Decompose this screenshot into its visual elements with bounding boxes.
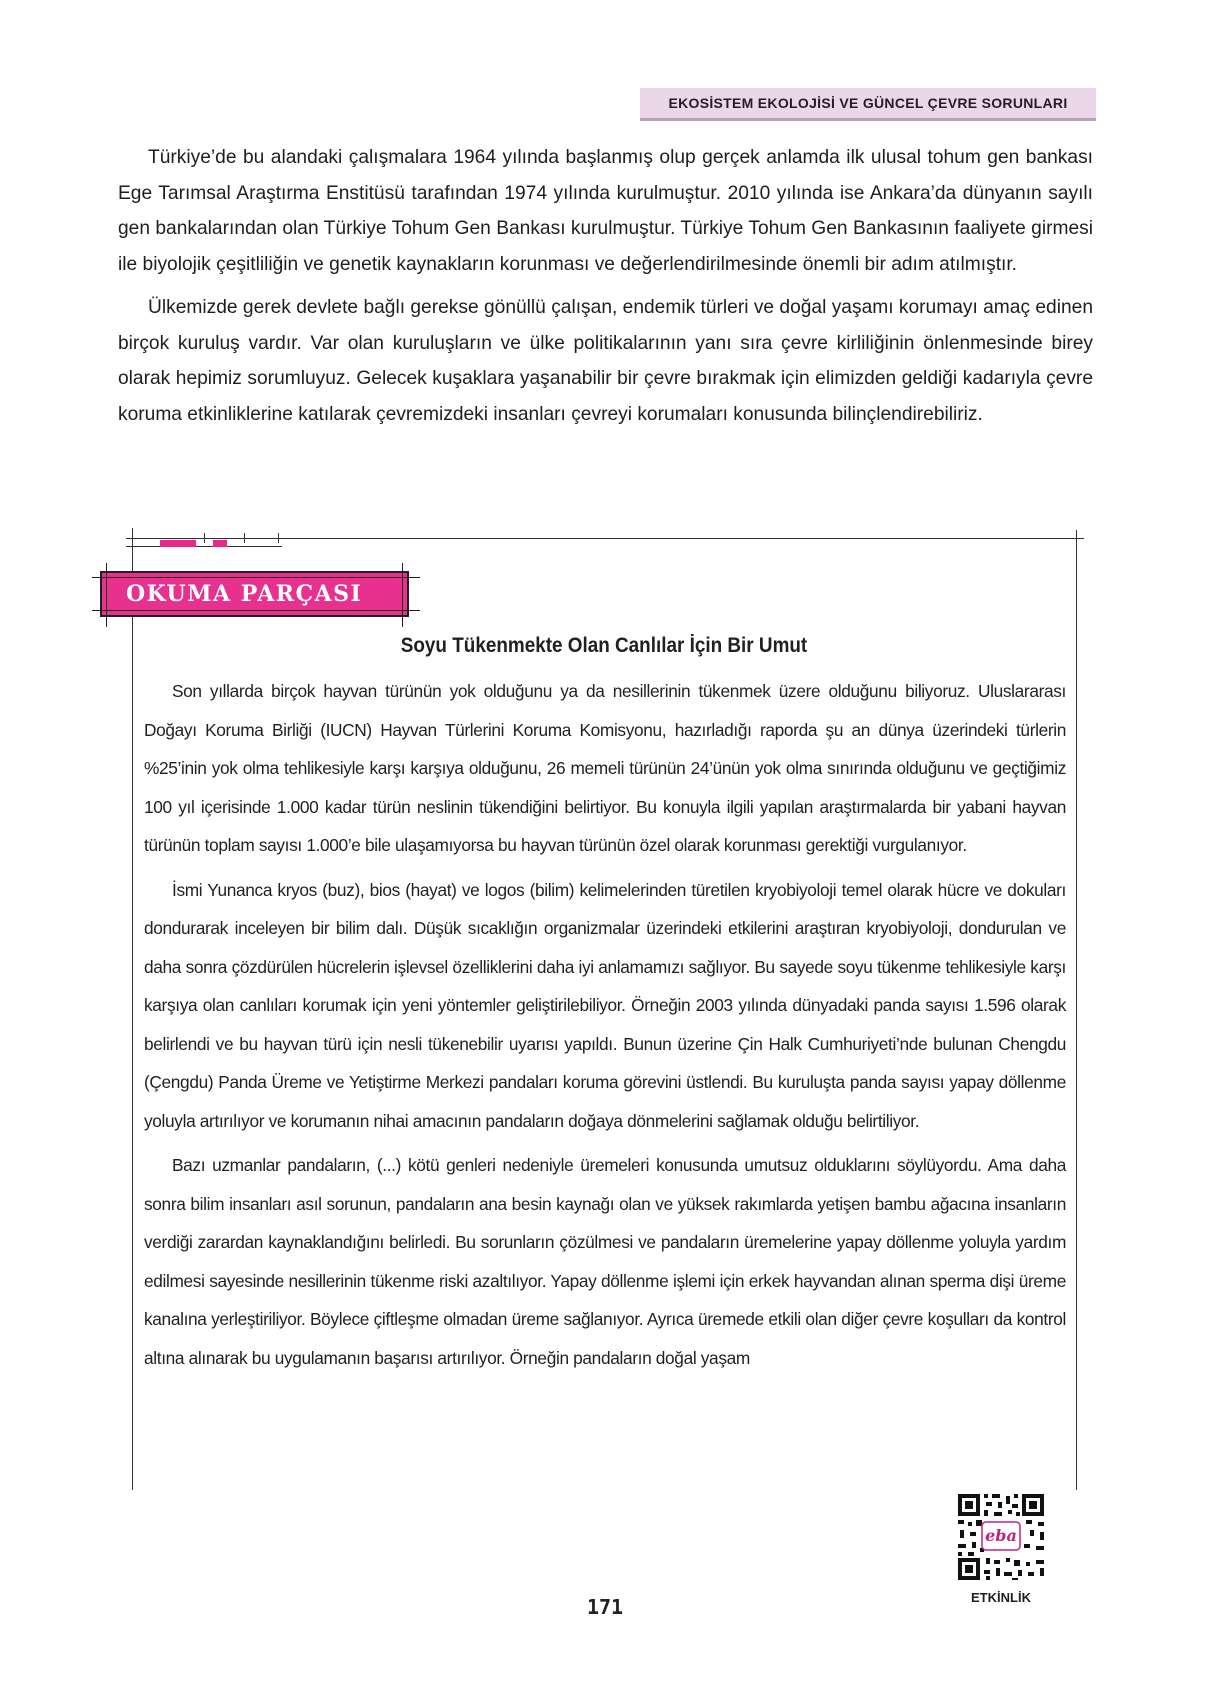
reading-label-box (100, 571, 409, 617)
reading-body (144, 672, 1066, 1383)
page-number: 171 (586, 1595, 624, 1619)
qr-label: ETKİNLİK (971, 1590, 1031, 1605)
decorative-tick (244, 533, 245, 543)
intro-paragraph: Türkiye’de bu alandaki çalışmalara 1964 yılında başlanmış olup gerçek anlamda ilk ulusal tohum gen bankası Ege Tarımsal Araştırma Enstitüsü tarafından 1974 yılında kurulmuştur. 2010 yılında ise Ankara’da dünyanın sayılı gen bankalarından olan Türkiye Tohum Gen Bankası kurulmuştur. Türkiye Tohum Gen Bankasının faaliyete girmesi ile biyolojik çeşitliliğin ve genetik kaynakların korunması ve değerlendirilmesinde önemli bir adım atılmıştır. (118, 147, 1093, 275)
decorative-ruler-line (126, 546, 282, 547)
decorative-pink-bar (213, 540, 227, 547)
intro-paragraph: Ülkemizde gerek devlete bağlı gerekse gönüllü çalışan, endemik türleri ve doğal yaşamı korumayı amaç edinen birçok kuruluş vardır. Var olan kuruluşların ve ülke politikalarının yanı sıra çevre kirliliğinin önlenmesinde birey olarak hepimiz sorumluyuz. Gelecek kuşaklara yaşanabilir bir çevre bırakmak için elimizden geldiği kadarıyla çevre koruma etkinliklerine katılarak çevremizdeki insanları çevreyi korumaları konusunda bilinçlendirebiliriz. (118, 297, 1093, 425)
label-frame-line (106, 563, 107, 627)
eba-logo-text: eba (985, 1526, 1017, 1545)
reading-label: OKUMA PARÇASI (126, 581, 363, 607)
reading-paragraph: Son yıllarda birçok hayvan türünün yok olduğunu ya da nesillerinin tükenmek üzere olduğunu biliyoruz. Uluslararası Doğayı Koruma Birliği (IUCN) Hayvan Türlerini Koruma Komisyonu, hazırladığı raporda şu an dünya üzerindeki türlerin %25’inin yok olma tehlikesiyle karşı karşıya olduğunu, 26 memeli türünün 24’ünün yok olma sınırında olduğunu ve geçtiğimiz 100 yıl içerisinde 1.000 kadar türün neslinin tükendiğini belirtiyor. Bu konuyla ilgili yapılan araştırmalarda bir yabani hayvan türünün toplam sayısı 1.000’e bile ulaşamıyorsa bu hayvan türünün özel olarak korunması gerektiği vurgulanıyor. (144, 681, 1066, 855)
reading-box-left-border (132, 528, 133, 1490)
decorative-pink-bar (160, 540, 196, 547)
decorative-tick (1076, 533, 1077, 543)
decorative-tick (132, 533, 133, 543)
section-title: EKOSİSTEM EKOLOJİSİ VE GÜNCEL ÇEVRE SORUNLARI (668, 95, 1068, 111)
reading-paragraph: İsmi Yunanca kryos (buz), bios (hayat) ve logos (bilim) kelimelerinden türetilen kryobiyoloji temel olarak hücre ve dokuları dondurarak inceleyen bir bilim dalı. Düşük sıcaklığın organizmalar üzerindeki etkilerini araştıran kryobiyoloji, dondurulan ve daha sonra çözdürülen hücrelerin işlevsel özelliklerini daha iyi anlamamızı sağlıyor. Bu sayede soyu tükenme tehlikesiyle karşı karşıya olan canlıları korumak için yeni yöntemler geliştirilebiliyor. Örneğin 2003 yılında dünyadaki panda sayısı 1.596 olarak belirlendi ve bu hayvan türü için nesli tükenebilir uyarısı yapıldı. Bunun üzerine Çin Halk Cumhuriyeti’nde bulunan Chengdu (Çengdu) Panda Üreme ve Yetiştirme Merkezi pandaları koruma görevini üstlendi. Bu kuruluşta panda sayısı yapay döllenme yoluyla artırılıyor ve korumanın nihai amacının pandaların doğaya dönmelerini sağlamak olduğu belirtiliyor. (144, 879, 1066, 1131)
reading-box-top-border (126, 538, 1084, 539)
reading-box-right-border (1076, 530, 1077, 1490)
reading-paragraph: Bazı uzmanlar pandaların, (...) kötü genleri nedeniyle üremeleri konusunda umutsuz olduklarını söylüyordu. Ama daha sonra bilim insanları asıl sorunun, pandaların ana besin kaynağı olan ve yüksek rakımlarda yetişen bambu ağacına insanların verdiği zarardan kaynaklandığını belirledi. Bu sorunların çözülmesi ve pandaların üremelerine yapay döllenme yoluyla yardım edilmesi sayesinde nesillerinin tükenme riski azaltılıyor. Yapay döllenme işlemi için erkek hayvandan alınan sperma dişi üreme kanalına yerleştiriliyor. Böylece çiftleşme olmadan üreme sağlanıyor. Ayrıca üremede etkili olan diğer çevre koşulları da kontrol altına alınarak bu uygulamanın başarısı artırılıyor. Örneğin pandaların doğal yaşam (144, 1155, 1066, 1368)
reading-title: Soyu Tükenmekte Olan Canlılar İçin Bir Umut (400, 634, 808, 657)
label-frame-line (402, 563, 403, 627)
qr-code[interactable] (956, 1492, 1046, 1582)
section-header-band (640, 88, 1096, 121)
decorative-tick (204, 533, 205, 543)
intro-text (118, 140, 1093, 440)
decorative-tick (278, 533, 279, 543)
